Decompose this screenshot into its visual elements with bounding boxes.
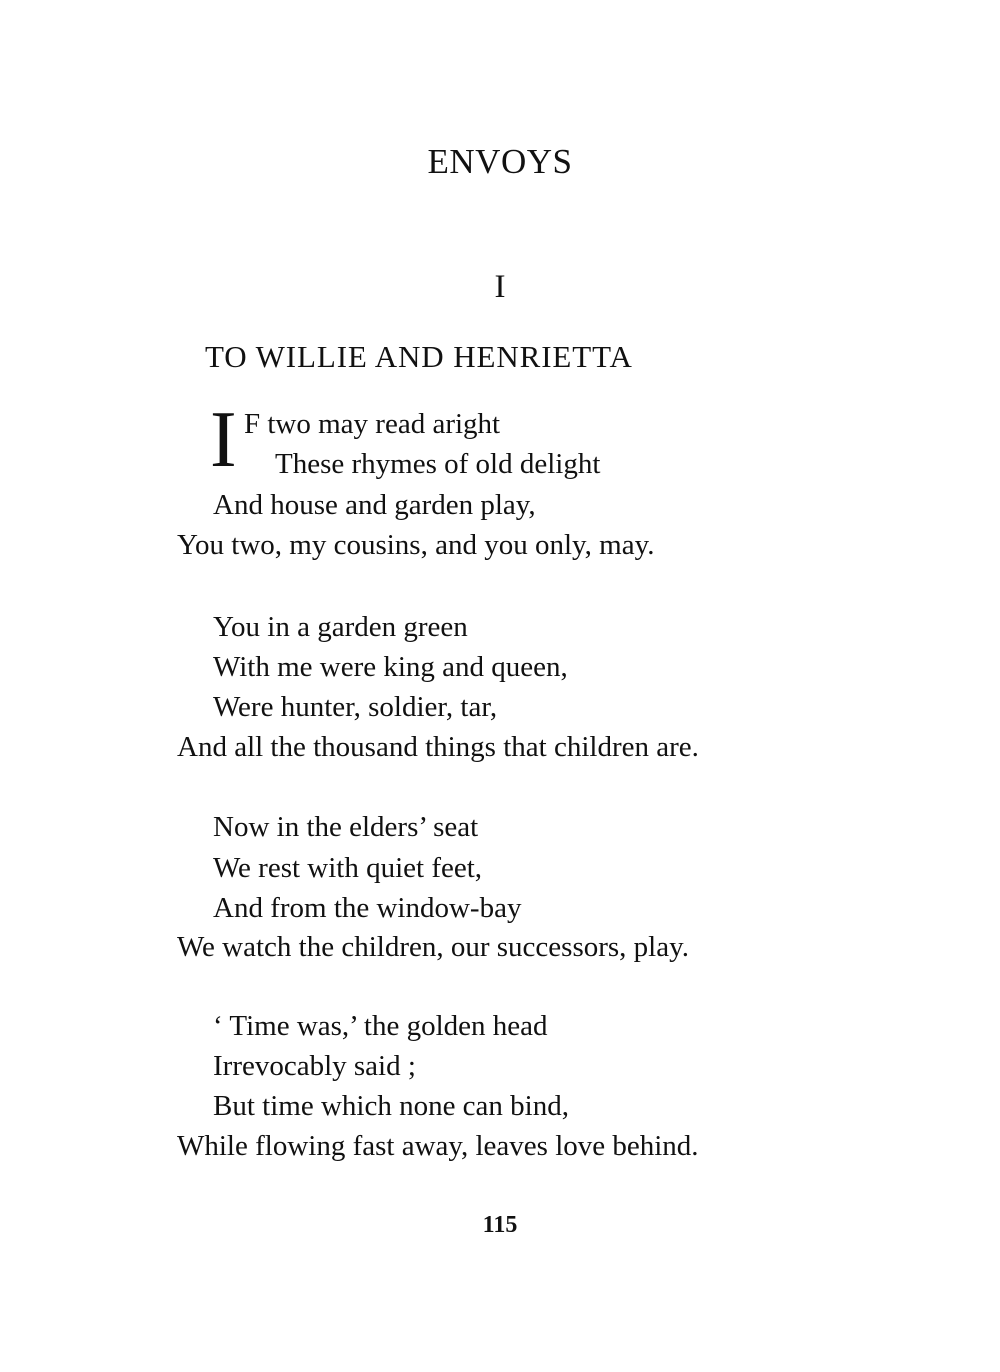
- poem-line: You two, my cousins, and you only, may.: [177, 529, 655, 561]
- poem-line: And all the thousand things that children are.: [177, 731, 699, 763]
- drop-cap: I: [210, 396, 237, 484]
- poem-line: With me were king and queen,: [213, 651, 568, 683]
- poem-line: And from the window-bay: [213, 892, 522, 924]
- poem-line: We watch the children, our successors, play.: [177, 931, 689, 963]
- poem-line: Were hunter, soldier, tar,: [213, 691, 498, 723]
- section-numeral: I: [494, 269, 506, 305]
- poem-line: But time which none can bind,: [213, 1090, 569, 1122]
- poem-line: You in a garden green: [213, 611, 468, 643]
- poem-line: F two may read aright: [244, 408, 501, 440]
- poem-line: Irrevocably said ;: [213, 1050, 416, 1082]
- page-title: ENVOYS: [427, 142, 573, 181]
- poem-line: ‘ Time was,’ the golden head: [213, 1010, 548, 1042]
- poem-line: Now in the elders’ seat: [213, 811, 479, 843]
- poem-line: While flowing fast away, leaves love behind.: [177, 1130, 699, 1162]
- dedication-heading: TO WILLIE AND HENRIETTA: [205, 339, 633, 374]
- poem-line: These rhymes of old delight: [275, 448, 601, 480]
- page-number: 115: [482, 1212, 518, 1238]
- poem-line: And house and garden play,: [213, 489, 536, 521]
- poem-line: We rest with quiet feet,: [213, 852, 483, 884]
